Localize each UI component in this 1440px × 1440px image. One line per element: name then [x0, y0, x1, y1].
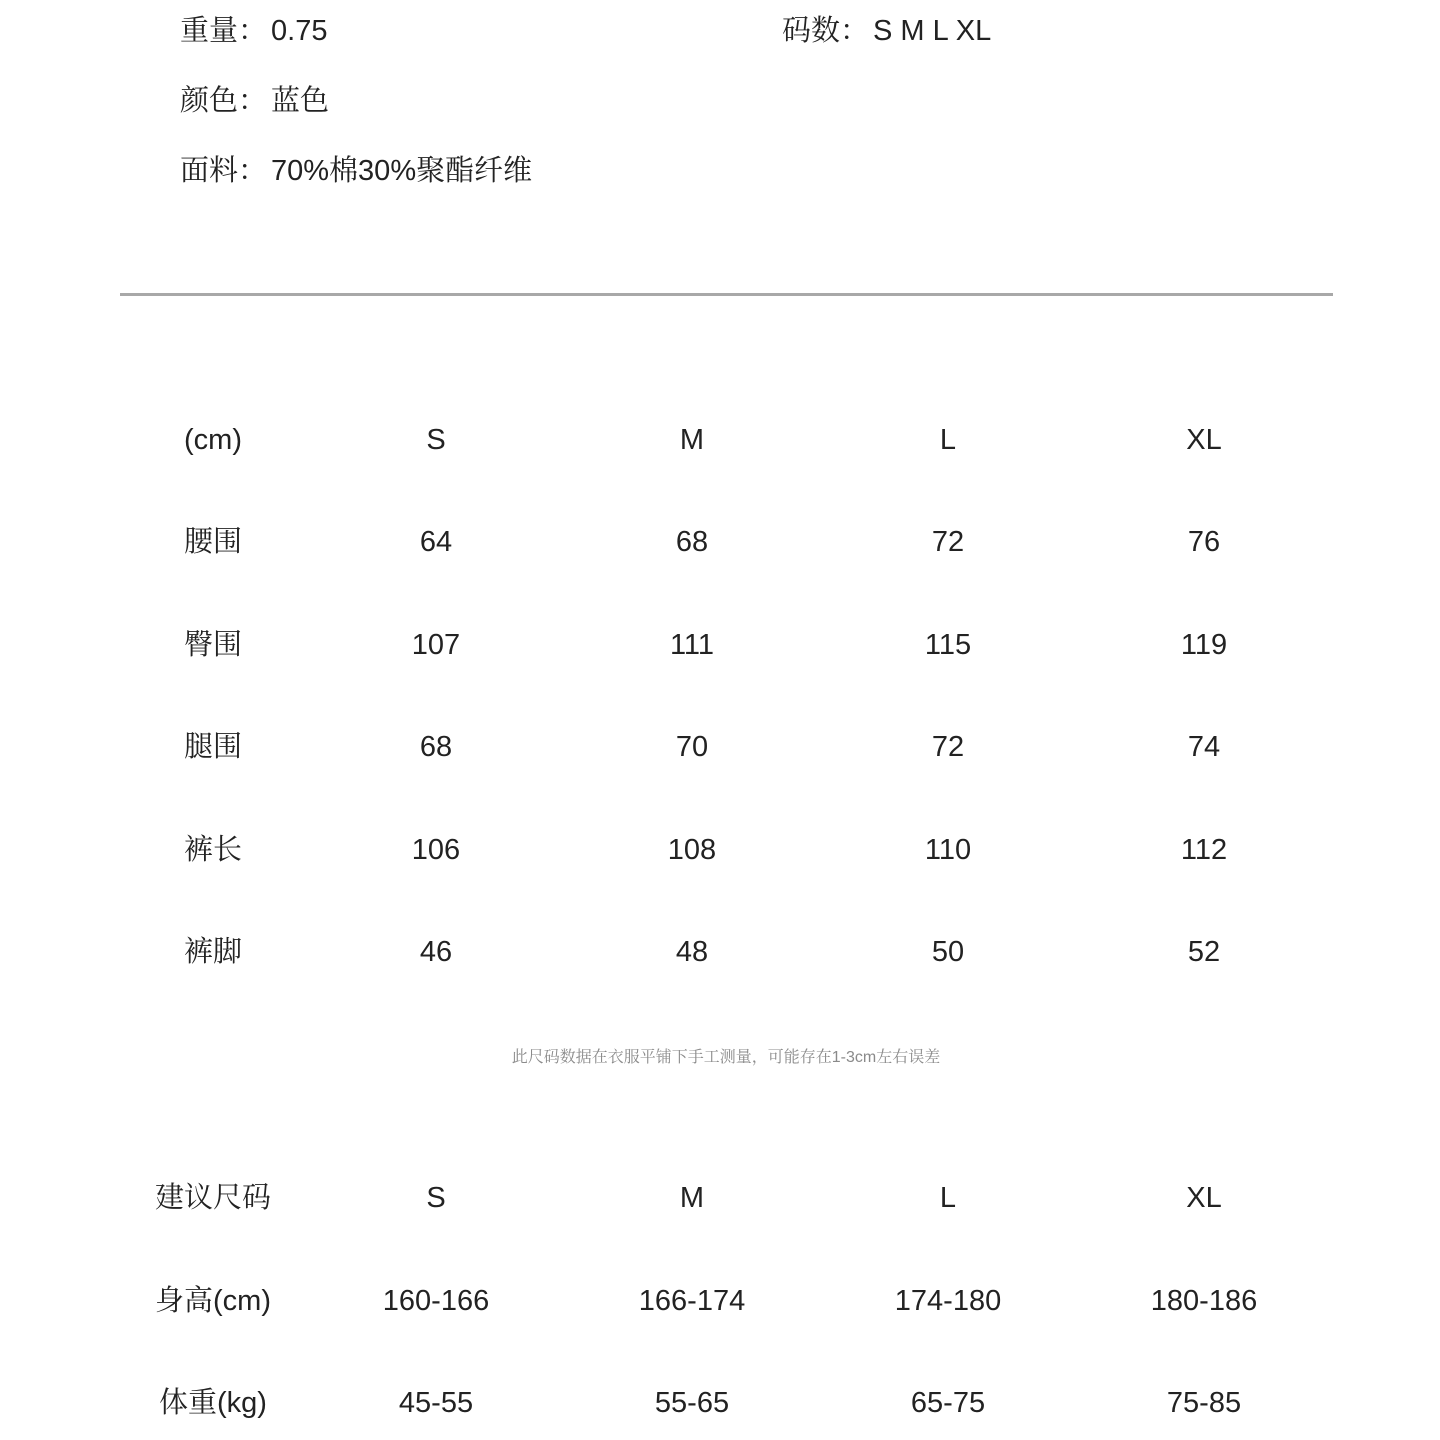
header-cell: S — [426, 424, 446, 456]
table-cell: 106 — [411, 833, 461, 866]
spec-label: 码数： — [782, 15, 870, 47]
header-cell: M — [679, 1182, 705, 1214]
table-cell: 48 — [675, 936, 709, 968]
table-header-row — [0, 1178, 1440, 1218]
spec-value: 蓝色 — [271, 85, 330, 117]
table-cell: 160-166 — [382, 1284, 490, 1317]
table-cell: 180-186 — [1150, 1284, 1258, 1317]
row-label: 腰围 — [183, 526, 242, 559]
table-cell: 70 — [675, 731, 709, 764]
table-cell: 112 — [1180, 833, 1228, 866]
table-cell: 68 — [419, 731, 453, 764]
table-cell: 72 — [931, 526, 965, 559]
table-row — [0, 625, 1440, 665]
table-cell: 55-65 — [654, 1387, 730, 1419]
spec-label: 颜色： — [180, 85, 268, 117]
spec-value: 0.75 — [271, 15, 328, 47]
table-row — [0, 1383, 1440, 1423]
divider — [120, 293, 1333, 296]
spec-weight — [180, 13, 327, 49]
header-cell: L — [939, 1182, 957, 1214]
row-label: 臀围 — [183, 628, 242, 661]
table-row — [0, 932, 1440, 972]
header-cell: L — [939, 424, 957, 456]
spec-value: 70%棉30%聚酯纤维 — [271, 155, 533, 187]
table-row — [0, 727, 1440, 767]
table-cell: 119 — [1180, 628, 1228, 661]
table-row — [0, 830, 1440, 870]
spec-fabric — [180, 153, 532, 189]
table-cell: 174-180 — [894, 1284, 1002, 1317]
table-cell: 74 — [1187, 731, 1221, 764]
header-cell: XL — [1186, 1182, 1222, 1214]
table-cell: 115 — [924, 628, 972, 661]
table-cell: 65-75 — [910, 1387, 986, 1419]
table-cell: 72 — [931, 731, 965, 764]
row-label: 裤脚 — [183, 936, 242, 968]
table-cell: 64 — [419, 526, 453, 559]
measurement-note: 此尺码数据在衣服平铺下手工测量，可能存在1-3cm左右误差 — [511, 1049, 941, 1066]
table-row — [0, 522, 1440, 562]
header-cell: (cm) — [184, 424, 242, 456]
table-cell: 107 — [411, 628, 461, 661]
row-label: 裤长 — [183, 833, 242, 866]
spec-label: 重量： — [180, 15, 268, 47]
table-cell: 50 — [931, 936, 965, 968]
table-header-row — [0, 420, 1440, 460]
header-cell: S — [426, 1182, 446, 1214]
table-cell: 75-85 — [1166, 1387, 1242, 1419]
spec-sizes — [782, 13, 991, 49]
table-cell: 45-55 — [398, 1387, 474, 1419]
row-label: 体重(kg) — [159, 1387, 267, 1419]
spec-color — [180, 83, 329, 119]
table-cell: 46 — [419, 936, 453, 968]
table-cell: 111 — [669, 628, 715, 661]
row-label: 腿围 — [183, 731, 242, 764]
header-cell: XL — [1186, 424, 1222, 456]
table-cell: 166-174 — [638, 1284, 746, 1317]
spec-value: S M L XL — [873, 15, 992, 47]
table-cell: 68 — [675, 526, 709, 559]
table-cell: 52 — [1187, 936, 1221, 968]
header-cell: 建议尺码 — [154, 1182, 271, 1214]
table-cell: 110 — [924, 833, 972, 866]
table-cell: 108 — [667, 833, 717, 866]
header-cell: M — [679, 424, 705, 456]
table-row — [0, 1281, 1440, 1321]
table-cell: 76 — [1187, 526, 1221, 559]
spec-label: 面料： — [180, 155, 268, 187]
row-label: 身高(cm) — [155, 1284, 271, 1317]
